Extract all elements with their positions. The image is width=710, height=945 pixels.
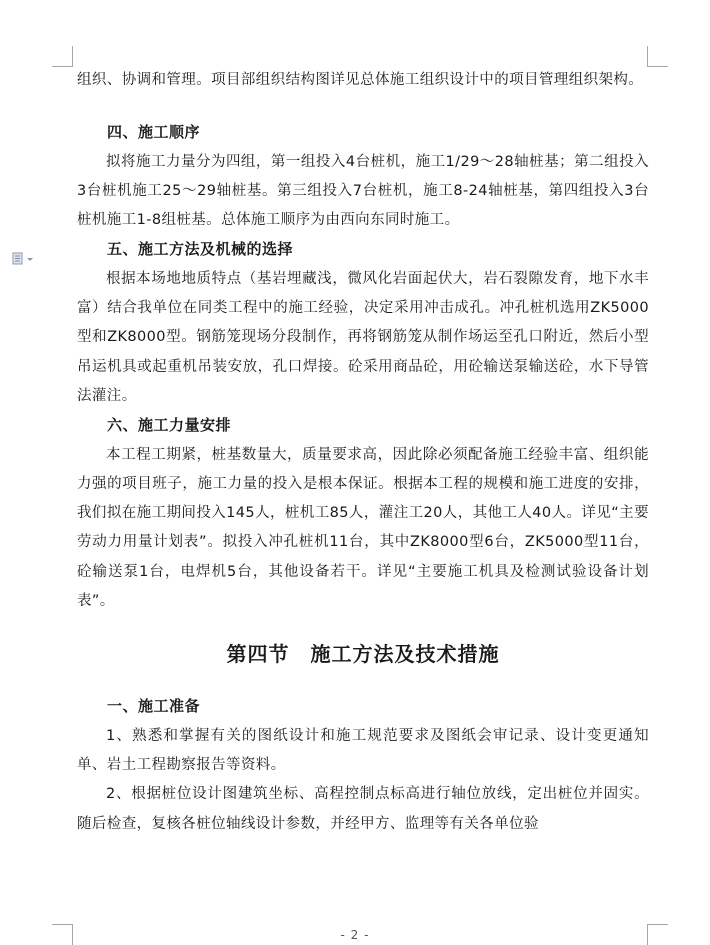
paragraph-intro: 组织、协调和管理。项目部组织结构图详见总体施工组织设计中的项目管理组织架构。 [77, 72, 644, 88]
crop-mark-top-right [647, 46, 668, 67]
section-title: 第四节 施工方法及技术措施 [226, 642, 500, 667]
document-body [77, 66, 649, 839]
paragraph-workforce: 本工程工期紧，桩基数量大，质量要求高，因此除必须配备施工经验丰富、组织能力强的项目班子，施工力量的投入是根本保证。根据本工程的规模和施工进度的安排，我们拟在施工期间投入145人，桩机工85人，灌注工20人，其他工人40人。详见“主要劳动力用量计划表”。拟投入冲孔桩机11台，其中ZK8000型6台，ZK5000型11台，砼输送泵1台，电焊机5台，其他设备若干。详见“主要施工机具及检测试验设备计划表”。 [77, 446, 649, 610]
page-number: - 2 - [340, 928, 370, 942]
paragraph-preparation-2: 2、根据桩位设计图建筑坐标、高程控制点标高进行轴位放线，定出桩位并固实。随后检查，复核各桩位轴线设计参数，并经甲方、监理等有关各单位验 [77, 786, 649, 832]
crop-mark-top-left [52, 46, 73, 67]
heading-method-machinery: 五、施工方法及机械的选择 [107, 240, 294, 259]
paragraph-method-machinery: 根据本场地地质特点（基岩埋藏浅，微风化岩面起伏大，岩石裂隙发育，地下水丰富）结合我单位在同类工程中的施工经验，决定采用冲击成孔。冲孔桩机选用ZK5000型和ZK8000型。钢筋笼现场分段制作，再将钢筋笼从制作场运至孔口附近，然后小型吊运机具或起重机吊装安放，孔口焊接。砼采用商品砼，用砼输送泵输送砼，水下导管法灌注。 [77, 270, 649, 404]
heading-preparation: 一、施工准备 [107, 697, 201, 716]
heading-construction-order: 四、施工顺序 [107, 123, 201, 142]
paragraph-options-icon[interactable] [12, 251, 36, 265]
paragraph-construction-order: 拟将施工力量分为四组，第一组投入4台桩机，施工1/29～28轴桩基；第二组投入3台桩机施工25～29轴桩基。第三组投入7台桩机，施工8-24轴桩基，第四组投入3台桩机施工1-8组桩基。总体施工顺序为由西向东同时施工。 [77, 153, 649, 229]
paragraph-preparation-1: 1、熟悉和掌握有关的图纸设计和施工规范要求及图纸会审记录、设计变更通知单、岩土工程勘察报告等资料。 [77, 727, 649, 773]
heading-workforce: 六、施工力量安排 [107, 416, 232, 435]
